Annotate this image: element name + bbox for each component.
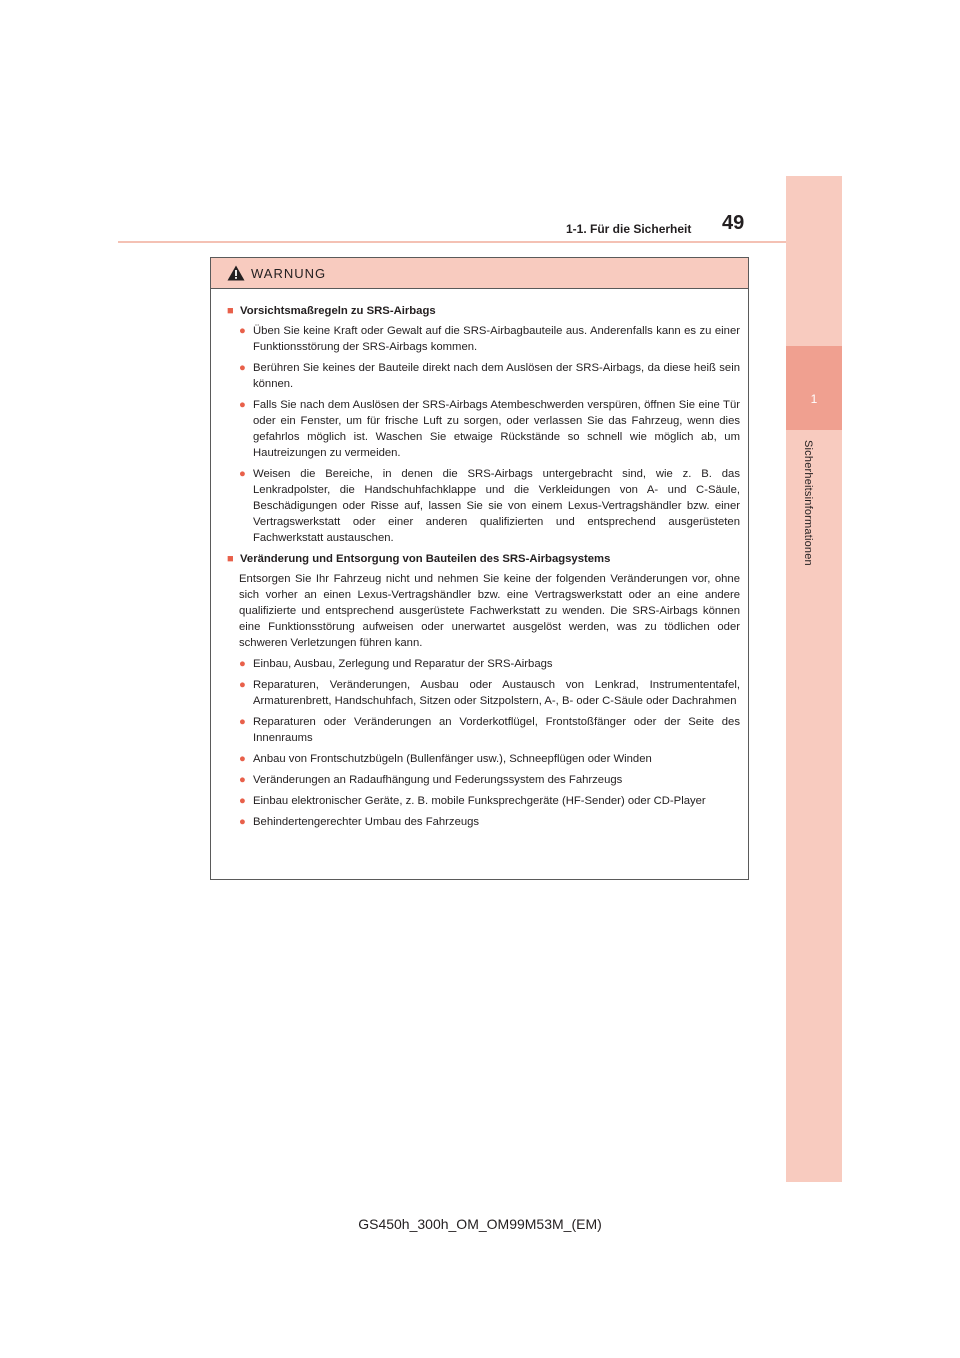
warning-header bbox=[211, 258, 748, 289]
list-item: ● Üben Sie keine Kraft oder Gewalt auf die SRS-Airbagbauteile aus. Anderenfalls kann es zu einer Funktionsstörung der SRS-Airbags kommen. bbox=[239, 325, 740, 353]
list-item: ● Falls Sie nach dem Auslösen der SRS-Airbags Atembeschwerden verspüren, öffnen Sie eine Tür oder ein Fenster, um für frische Luft zu sorgen, oder verlassen Sie das Fahrzeug, wenn dies gefahrlos möglich ist. Waschen Sie etwaige Rückstände so schnell wie möglich ab, um Hautreizungen zu vermeiden. bbox=[239, 399, 740, 459]
side-tab bbox=[786, 176, 842, 1182]
chapter-number: 1 bbox=[810, 392, 818, 406]
list-item: ● Reparaturen, Veränderungen, Ausbau oder Austausch von Lenkrad, Instrumententafel, Armaturenbrett, Handschuhfach, Sitzen oder Sitzpolstern, A-, B- oder C-Säule oder Dachrahmen bbox=[239, 679, 740, 707]
bullet-icon: ● bbox=[239, 716, 246, 728]
list-item: ● Weisen die Bereiche, in denen die SRS-Airbags untergebracht sind, wie z. B. das Lenkradpolster, die Handschuhfachklappe und die Verkleidungen von A- und C-Säule, Beschädigungen oder Risse auf, lassen Sie sie von einem Lexus-Vertragshändler bzw. einer Vertragswerkstatt oder einer anderen qualifizierten und entsprechend ausgerüsteten Fachwerkstatt austauschen. bbox=[239, 468, 740, 544]
bullet-icon: ● bbox=[239, 325, 246, 337]
warning-title: WARNUNG bbox=[251, 265, 327, 281]
square-bullet-icon: ■ bbox=[227, 305, 234, 317]
bullet-icon: ● bbox=[239, 658, 246, 670]
bullet-icon: ● bbox=[239, 816, 246, 828]
section-heading: ■ Vorsichtsmaßregeln zu SRS-Airbags bbox=[227, 305, 436, 317]
header-rule bbox=[118, 241, 786, 243]
bullet-icon: ● bbox=[239, 362, 246, 374]
bullet-icon: ● bbox=[239, 795, 246, 807]
list-item: ● Behindertengerechter Umbau des Fahrzeugs bbox=[239, 816, 480, 828]
warning-triangle-icon bbox=[227, 265, 245, 281]
bullet-icon: ● bbox=[239, 753, 246, 765]
list-item: ● Anbau von Frontschutzbügeln (Bullenfänger usw.), Schneepflügen oder Winden bbox=[239, 753, 652, 765]
section-heading: ■ Veränderung und Entsorgung von Bauteilen des SRS-Airbagsystems bbox=[227, 553, 611, 565]
bullet-icon: ● bbox=[239, 468, 246, 480]
document-code: GS450h_300h_OM_OM99M53M_(EM) bbox=[358, 1216, 602, 1232]
square-bullet-icon: ■ bbox=[227, 553, 234, 565]
side-chapter-label: Sicherheitsinformationen bbox=[802, 440, 814, 566]
bullet-icon: ● bbox=[239, 399, 246, 411]
section-title: 1-1. Für die Sicherheit bbox=[566, 222, 692, 236]
list-item: ● Berühren Sie keines der Bauteile direkt nach dem Auslösen der SRS-Airbags, da diese heiß sein können. bbox=[239, 362, 740, 390]
bullet-icon: ● bbox=[239, 774, 246, 786]
warning-content bbox=[211, 289, 748, 830]
warning-box bbox=[210, 257, 749, 880]
section-intro: Entsorgen Sie Ihr Fahrzeug nicht und nehmen Sie keine der folgenden Veränderungen vor, ohne sich vorher an einen Lexus-Vertragshändler bzw. eine Vertragswerkstatt oder an eine andere qualifizierte und entsprechend ausgerüstete Fachwerkstatt zu wenden. Die SRS-Airbags können eine Funktionsstörung aufweisen oder unerwartet ausgelöst werden, was zu tödlichen oder schweren Verletzungen führen kann. bbox=[239, 573, 740, 649]
page-number: 49 bbox=[722, 212, 745, 234]
list-item: ● Einbau, Ausbau, Zerlegung und Reparatur der SRS-Airbags bbox=[239, 658, 553, 670]
bullet-icon: ● bbox=[239, 679, 246, 691]
list-item: ● Reparaturen oder Veränderungen an Vorderkotflügel, Frontstoßfänger oder der Seite des Innenraums bbox=[239, 716, 740, 744]
list-item: ● Einbau elektronischer Geräte, z. B. mobile Funksprechgeräte (HF-Sender) oder CD-Player bbox=[239, 795, 706, 807]
side-chapter-tab bbox=[786, 346, 842, 430]
list-item: ● Veränderungen an Radaufhängung und Federungssystem des Fahrzeugs bbox=[239, 774, 623, 786]
